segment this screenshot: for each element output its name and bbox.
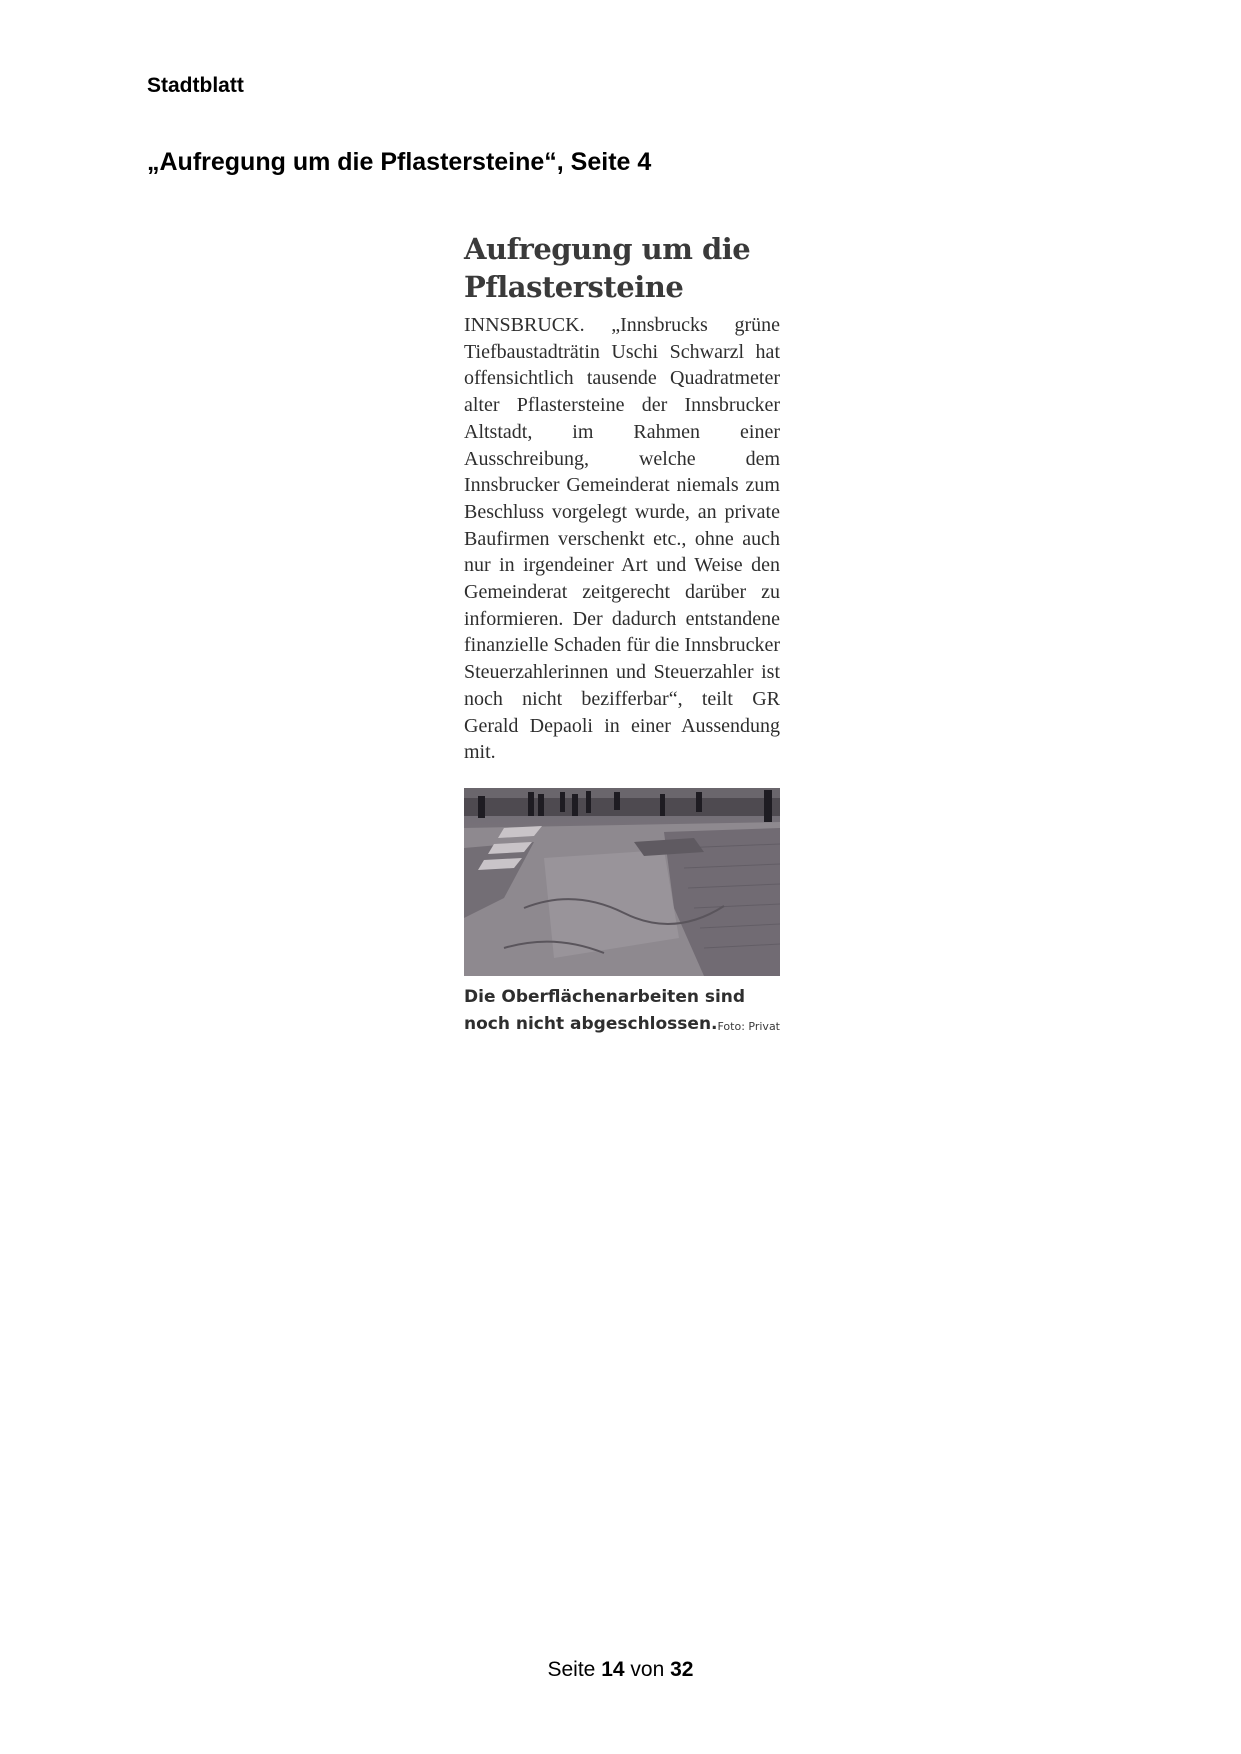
article-body: [464, 312, 780, 766]
article-reference-heading: „Aufregung um die Pflastersteine“, Seite 4: [147, 148, 652, 176]
article-title: Aufregung um die Pflastersteine: [464, 232, 751, 304]
page-number: 14: [601, 1658, 625, 1681]
street-photo: [464, 788, 780, 976]
photo-caption-block: [464, 984, 780, 1038]
article-text: „Innsbrucks grüne Tiefbaustadträtin Uschi Schwarzl hat offensichtlich tausende Quadratmeter alter Pflastersteine der Innsbrucker Altstadt, im Rahmen einer Ausschreibung, welche dem Innsbrucker Gemeinderat niemals zum Beschluss vorgelegt wurde, an private Baufirmen verschenkt etc., ohne auch nur in irgendeiner Art und Weise den Gemeinderat zeitgerecht darüber zu informieren. Der dadurch entstandene finanzielle Schaden für die Innsbrucker Steuerzahlerinnen und Steuerzahler ist noch nicht bezifferbar“, teilt GR Gerald Depaoli in einer Aussendung mit.: [464, 314, 780, 764]
page-footer: [0, 1658, 1241, 1682]
page-label: Seite: [547, 1658, 596, 1681]
page-total: 32: [670, 1658, 694, 1681]
page-of-label: von: [630, 1658, 665, 1681]
photo-credit: Foto: Privat: [717, 1019, 780, 1033]
article-dateline: INNSBRUCK.: [464, 314, 585, 336]
cobblestone-street-image: [464, 788, 780, 976]
source-label: Stadtblatt: [147, 74, 244, 97]
photo-caption: Die Oberflächenarbeiten sind noch nicht abgeschlossen.: [464, 986, 746, 1034]
newspaper-clipping: [464, 230, 780, 1038]
